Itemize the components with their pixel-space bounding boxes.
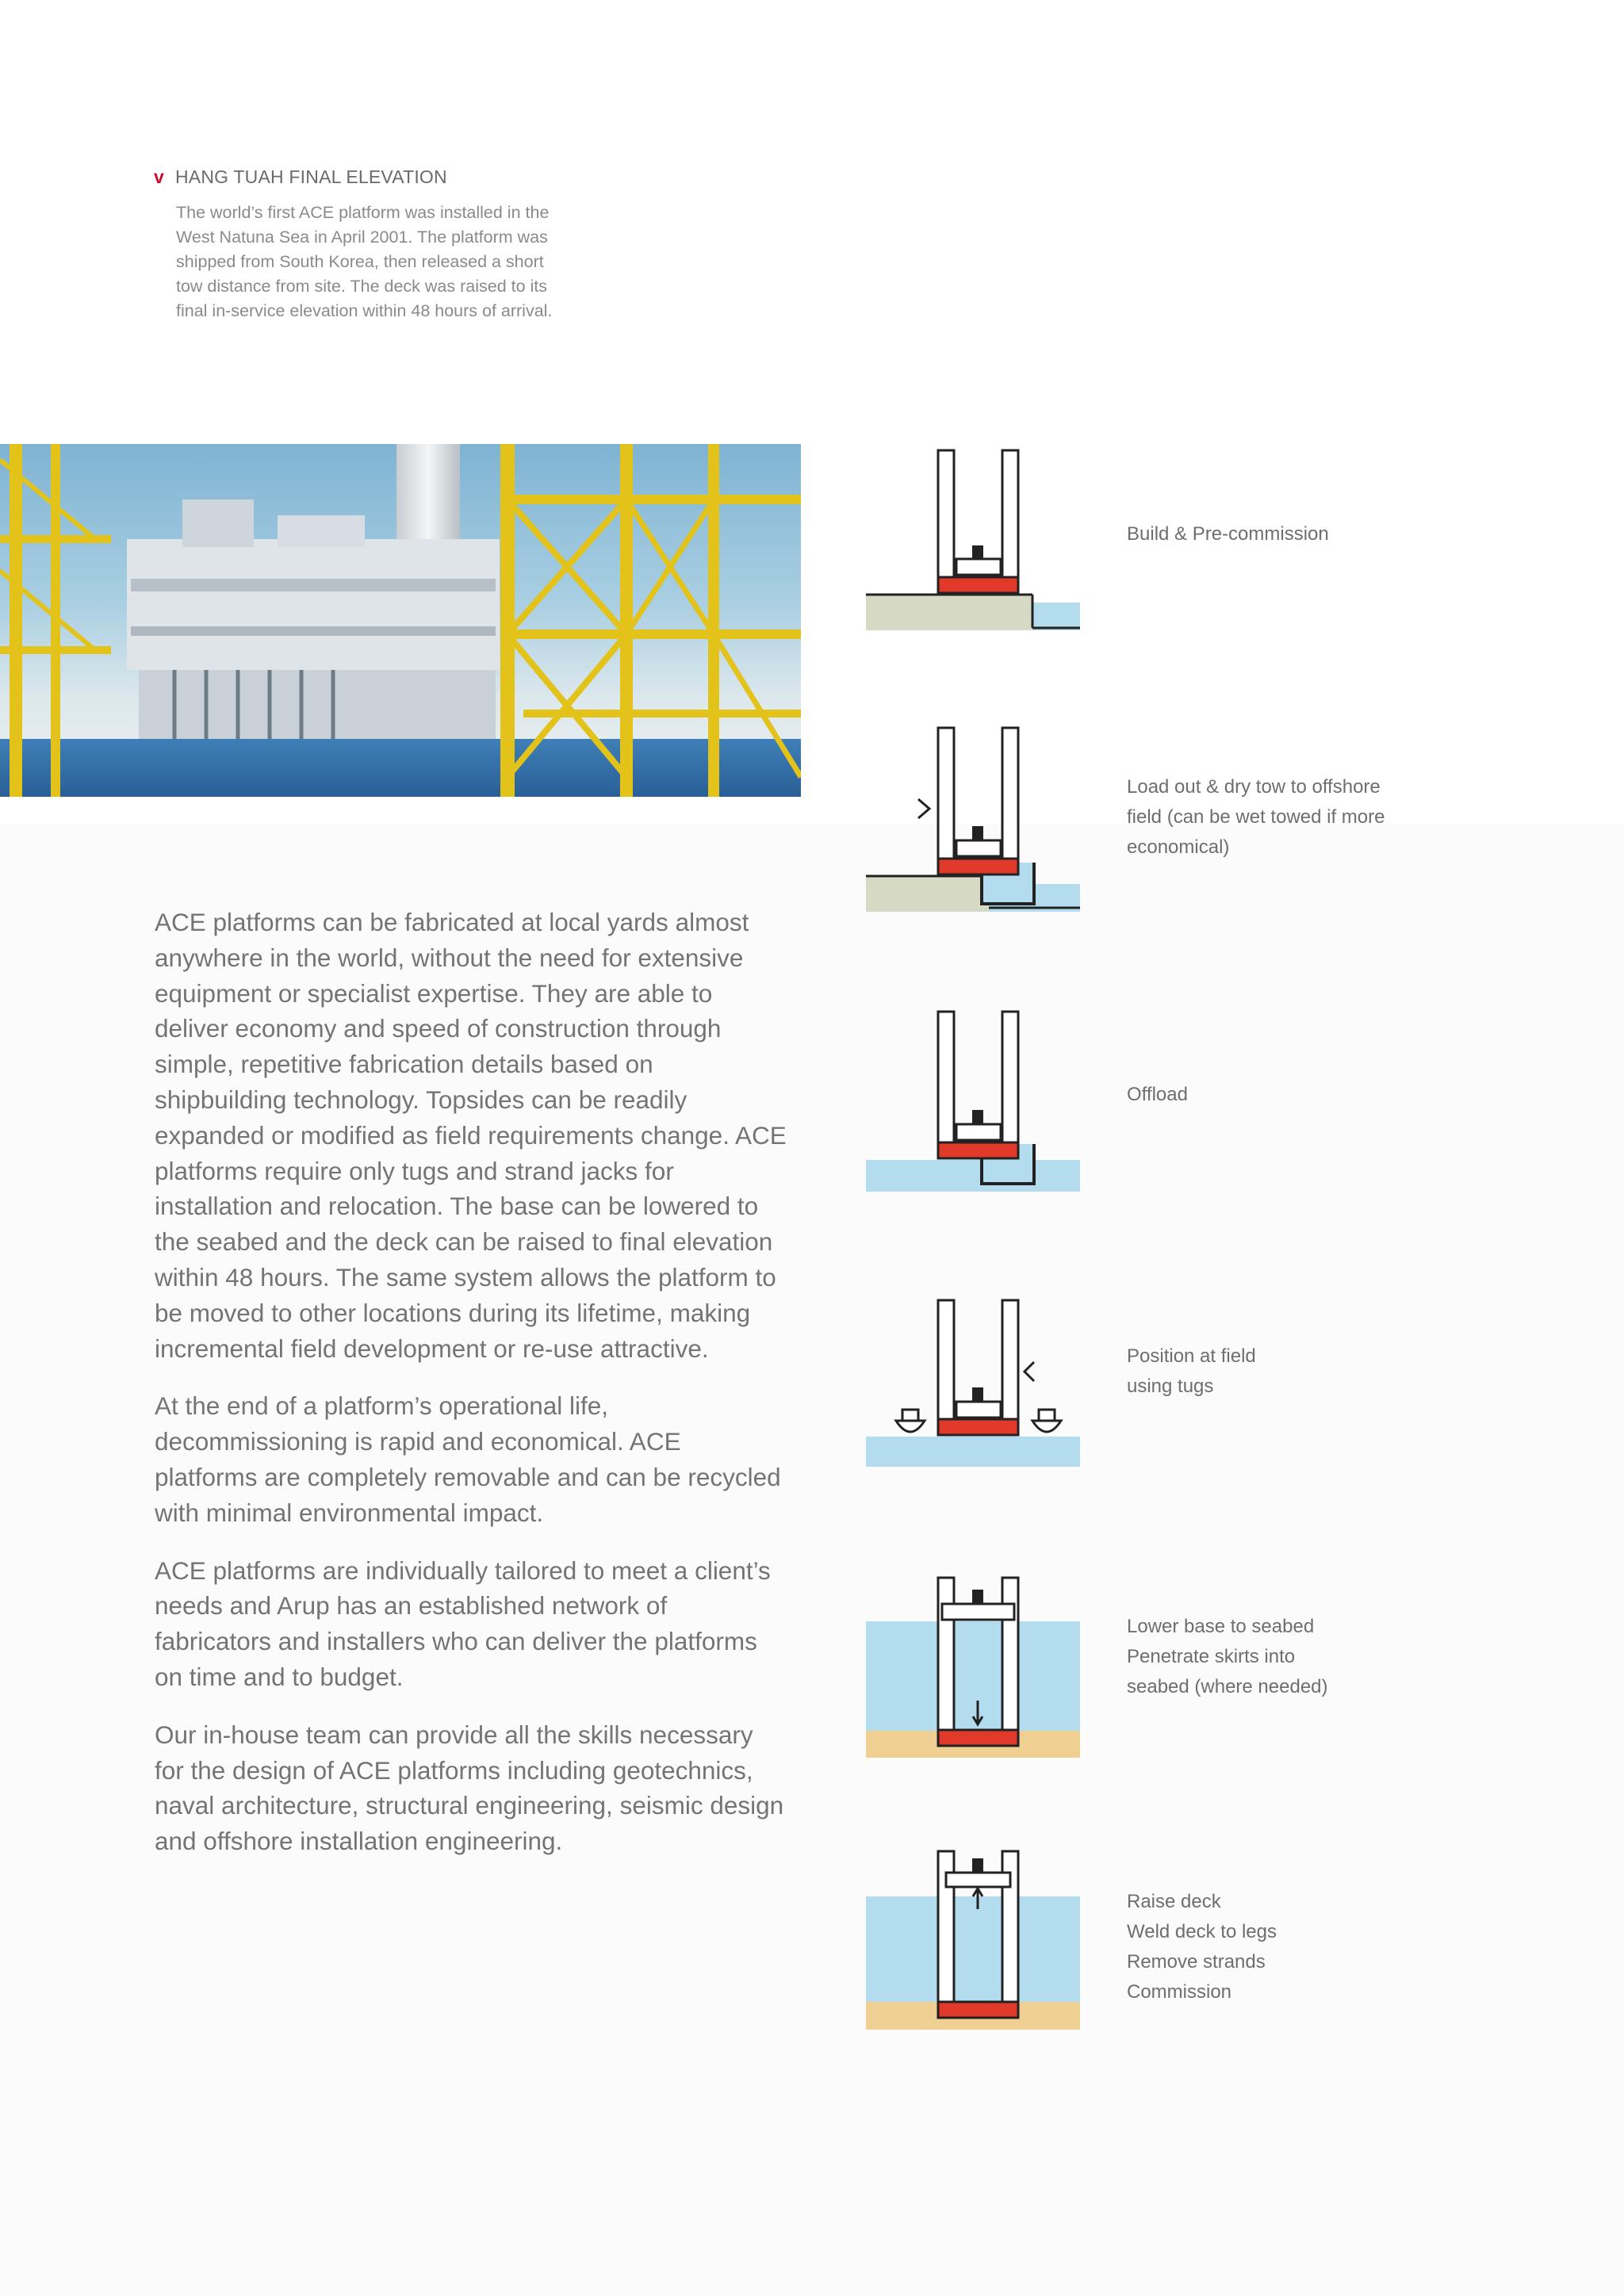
- stage-6-line-1: Raise deck: [1127, 1891, 1221, 1912]
- body-text: [155, 905, 789, 1881]
- stage-5-line-3: seabed (where needed): [1127, 1676, 1328, 1697]
- stage-2-line-3: economical): [1127, 836, 1230, 858]
- stage-5-line-1: Lower base to seabed: [1127, 1616, 1315, 1637]
- stage-2-line-1: Load out & dry tow to offshore: [1127, 776, 1381, 798]
- stage-raise-deck-diagram: [863, 1839, 1093, 2038]
- caption-title: HANG TUAH FINAL ELEVATION: [175, 166, 447, 187]
- photo-caption: [155, 166, 584, 323]
- stage-6-line-2: Weld deck to legs: [1127, 1921, 1277, 1942]
- body-paragraph-3: ACE platforms are individually tailored to meet a client’s needs and Arup has an established network of fabricators and installers who can deliver the platforms on time and to budget.: [155, 1556, 771, 1691]
- stage-5-line-2: Penetrate skirts into: [1127, 1646, 1296, 1667]
- caption-text: The world’s first ACE platform was installed in the West Natuna Sea in April 2001. The platform was shipped from South Korea, then released a short tow distance from site. The deck was raised to its final in-service elevation within 48 hours of arrival.: [176, 203, 553, 320]
- stage-2-line-2: field (can be wet towed if more: [1127, 806, 1385, 828]
- stage-caption-5: [1127, 1612, 1328, 1702]
- body-paragraph-4: Our in-house team can provide all the skills necessary for the design of ACE platforms including geotechnics, naval architecture, structural engineering, seismic design and offshore installation engineering.: [155, 1720, 784, 1856]
- stage-build-diagram: [863, 444, 1093, 642]
- chevron-down-icon: v: [154, 166, 164, 187]
- stage-6-line-3: Remove strands: [1127, 1951, 1266, 1973]
- stage-caption-6: [1127, 1887, 1277, 2007]
- stage-6-line-4: Commission: [1127, 1981, 1232, 2003]
- stage-caption-2: [1127, 772, 1385, 863]
- stage-4-line-1: Position at field: [1127, 1345, 1256, 1367]
- body-paragraph-2: At the end of a platform’s operational life, decommissioning is rapid and economical. ACE platforms are completely removable and can be recycled with minimal environmental impact.: [155, 1391, 781, 1527]
- stage-caption-4: [1127, 1341, 1256, 1402]
- stage-3-line-1: Offload: [1127, 1084, 1188, 1105]
- stage-lower-base-diagram: [863, 1574, 1093, 1772]
- body-paragraph-1: ACE platforms can be fabricated at local yards almost anywhere in the world, without the need for extensive equipment or specialist expertise. They are able to deliver economy and speed of construction through simple, repetitive fabrication details based on shipbuilding technology. Topsides can be readily expanded or modified as field requirements change. ACE platforms require only tugs and strand jacks for installation and relocation. The base can be lowered to the seabed and the deck can be raised to final elevation within 48 hours. The same system allows the platform to be moved to other locations during its lifetime, making incremental field development or re-use attractive.: [155, 908, 787, 1363]
- stage-caption-1: [1127, 519, 1329, 549]
- stage-offload-diagram: [863, 1005, 1093, 1203]
- platform-photo: [0, 444, 801, 797]
- stage-4-line-2: using tugs: [1127, 1376, 1214, 1397]
- stage-loadout-diagram: [863, 721, 1093, 920]
- stage-position-diagram: [863, 1284, 1093, 1483]
- stage-1-line-1: Build & Pre-commission: [1127, 523, 1329, 545]
- stage-caption-3: [1127, 1080, 1188, 1110]
